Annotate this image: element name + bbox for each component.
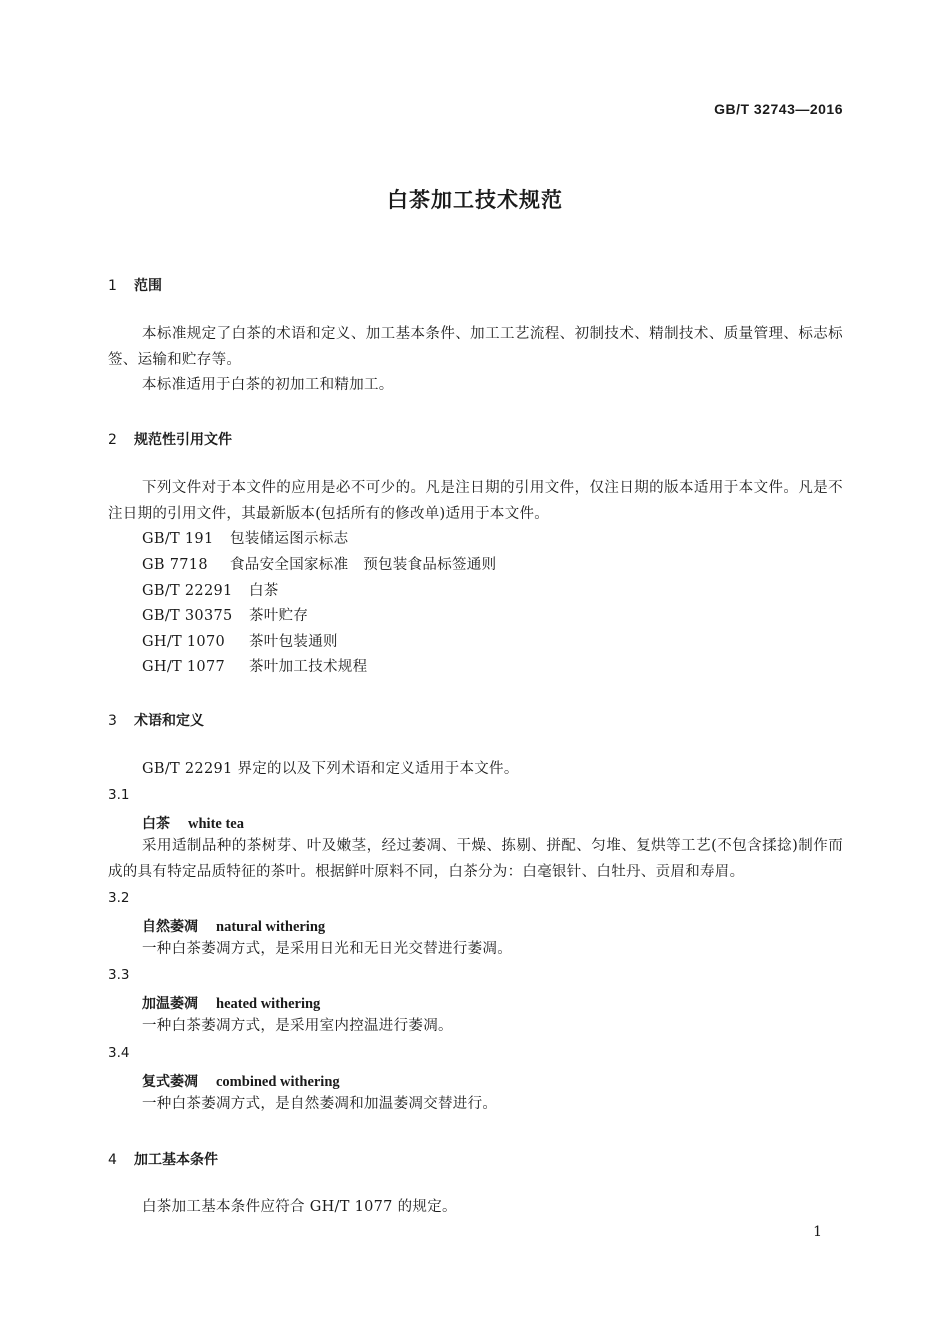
- term-name-zh: 加温萎凋: [142, 996, 198, 1012]
- reference-code: GB/T 22291: [142, 583, 233, 599]
- term-number: 3.4: [108, 1045, 130, 1061]
- reference-name: 包装储运图示标志: [230, 531, 349, 547]
- reference-item: [142, 629, 338, 655]
- reference-item: [142, 578, 279, 604]
- section-1-paragraph-1: 本标准规定了白茶的术语和定义、加工基本条件、加工工艺流程、初制技术、精制技术、质量管理、标志标签、运输和贮存等。: [108, 326, 843, 368]
- reference-item: [142, 526, 348, 552]
- section-title: 术语和定义: [134, 713, 204, 729]
- reference-name: 茶叶包装通则: [249, 634, 338, 650]
- section-1-heading: [108, 275, 162, 295]
- term-number: 3.2: [108, 890, 130, 906]
- section-title: 加工基本条件: [134, 1152, 218, 1168]
- section-4-paragraph-1: 白茶加工基本条件应符合 GH/T 1077 的规定。: [142, 1199, 457, 1215]
- term-name-en: white tea: [188, 816, 244, 832]
- reference-item: [142, 654, 367, 680]
- standard-code: GB/T 32743—2016: [714, 101, 843, 117]
- section-1-paragraph-2: 本标准适用于白茶的初加工和精加工。: [142, 377, 394, 393]
- reference-code: GB/T 30375: [142, 608, 233, 624]
- reference-code: GB 7718: [142, 557, 208, 573]
- term-definition: 一种白茶萎凋方式，是自然萎凋和加温萎凋交替进行。: [142, 1096, 498, 1112]
- term-number: 3.1: [108, 787, 130, 803]
- reference-code: GH/T 1070: [142, 634, 225, 650]
- section-title: 规范性引用文件: [134, 432, 232, 448]
- section-number: 4: [108, 1152, 117, 1168]
- reference-name: 白茶: [249, 583, 279, 599]
- term-name-en: combined withering: [216, 1074, 340, 1090]
- reference-name: 茶叶加工技术规程: [249, 659, 368, 675]
- term-name: [142, 1071, 340, 1091]
- page-number: 1: [813, 1224, 822, 1240]
- section-2-heading: [108, 429, 232, 449]
- term-name: [142, 916, 325, 936]
- section-3-intro: GB/T 22291 界定的以及下列术语和定义适用于本文件。: [142, 761, 519, 777]
- reference-item: [142, 552, 496, 578]
- reference-name: 茶叶贮存: [249, 608, 309, 624]
- document-title: 白茶加工技术规范: [387, 188, 563, 212]
- section-4-heading: [108, 1149, 218, 1169]
- term-name-zh: 白茶: [142, 816, 170, 832]
- reference-code: GB/T 191: [142, 531, 214, 547]
- section-number: 2: [108, 432, 117, 448]
- section-2-paragraph-1: 下列文件对于本文件的应用是必不可少的。凡是注日期的引用文件，仅注日期的版本适用于本文件。凡是不注日期的引用文件，其最新版本(包括所有的修改单)适用于本文件。: [108, 480, 843, 522]
- term-name-en: heated withering: [216, 996, 321, 1012]
- term-number: 3.3: [108, 967, 130, 983]
- term-definition: 采用适制品种的茶树芽、叶及嫩茎，经过萎凋、干燥、拣剔、拼配、匀堆、复烘等工艺(不包含揉捻)制作而成的具有特定品质特征的茶叶。根据鲜叶原料不同，白茶分为：白毫银针、白牡丹、贡眉和寿眉。: [108, 838, 843, 880]
- reference-code: GH/T 1077: [142, 659, 225, 675]
- term-name: [142, 993, 320, 1013]
- term-name: [142, 813, 244, 833]
- section-title: 范围: [134, 278, 162, 294]
- term-name-zh: 自然萎凋: [142, 919, 198, 935]
- term-name-zh: 复式萎凋: [142, 1074, 198, 1090]
- section-number: 1: [108, 278, 117, 294]
- reference-name: 食品安全国家标准 预包装食品标签通则: [230, 557, 497, 573]
- term-definition: 一种白茶萎凋方式，是采用室内控温进行萎凋。: [142, 1018, 453, 1034]
- section-number: 3: [108, 713, 117, 729]
- section-3-heading: [108, 710, 204, 730]
- term-name-en: natural withering: [216, 919, 326, 935]
- reference-item: [142, 603, 308, 629]
- term-definition: 一种白茶萎凋方式，是采用日光和无日光交替进行萎凋。: [142, 941, 512, 957]
